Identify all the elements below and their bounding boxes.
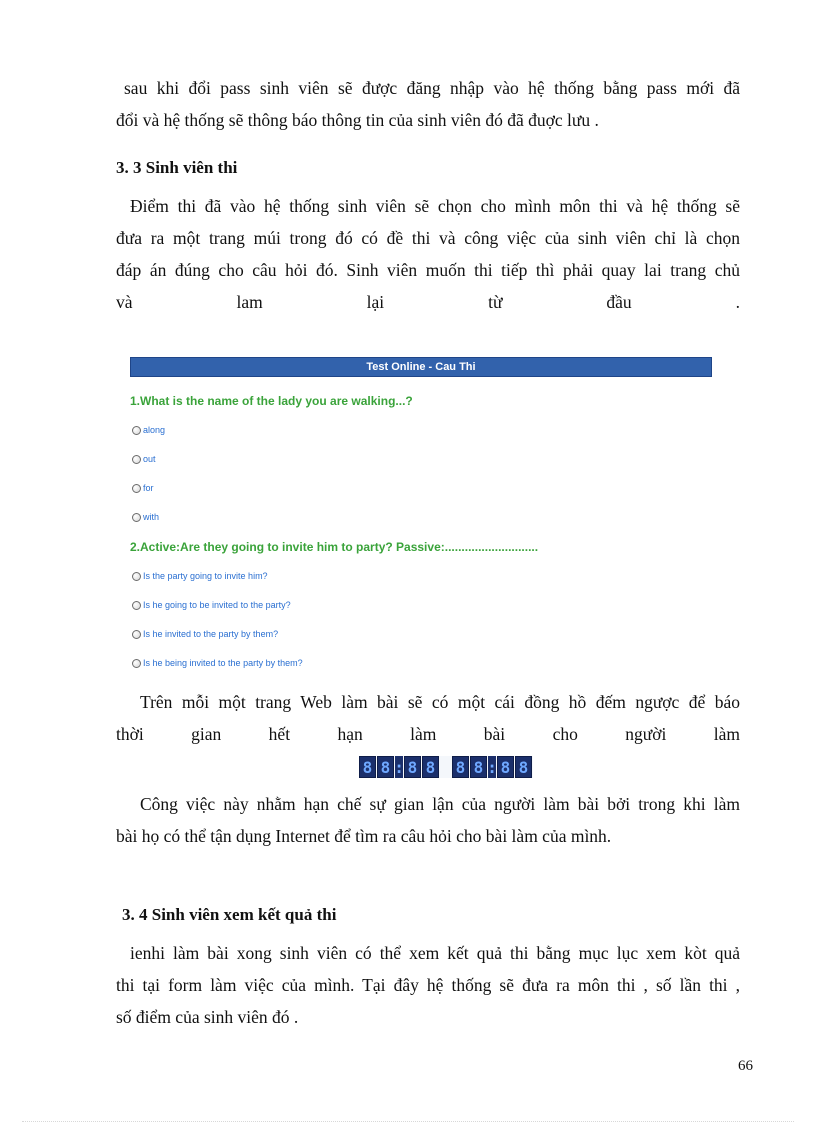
answer-option-label: out: [143, 454, 156, 464]
answer-option-label: Is he being invited to the party by them?: [143, 658, 303, 668]
answer-option-label: for: [143, 483, 154, 493]
section-heading-3-4: 3. 4 Sinh viên xem kết quả thi: [122, 905, 337, 924]
question-1: 1.What is the name of the lady you are walking...?: [130, 394, 413, 408]
answer-option-label: along: [143, 425, 166, 435]
paragraph-line: thời gian hết hạn làm bài cho người làm: [116, 724, 740, 744]
paragraph-line: Trên mỗi một trang Web làm bài sẽ có một cái đồng hồ đếm ngược để báo: [140, 692, 740, 712]
answer-option-label: Is he going to be invited to the party?: [143, 600, 291, 610]
answer-option[interactable]: [132, 629, 278, 639]
paragraph-line: Công việc này nhằm hạn chế sự gian lận của người làm bài bởi trong khi làm: [140, 794, 740, 814]
countdown-digit: 8: [497, 756, 514, 778]
test-title-bar: Test Online - Cau Thi: [130, 357, 712, 377]
paragraph-line: ienhi làm bài xong sinh viên có thể xem kết quả thi bằng mục lục xem kòt quả: [130, 943, 740, 963]
answer-option[interactable]: [132, 571, 268, 581]
radio-icon[interactable]: [132, 426, 141, 435]
countdown-colon: :: [394, 757, 404, 777]
radio-icon[interactable]: [132, 601, 141, 610]
countdown-digit: 8: [359, 756, 376, 778]
section-heading-3-3: 3. 3 Sinh viên thi: [116, 158, 238, 177]
answer-option-label: Is he invited to the party by them?: [143, 629, 279, 639]
paragraph-line: đưa ra một trang múi trong đó có đề thi và công việc của sinh viên chỉ là chọn: [116, 228, 740, 248]
countdown-digit: 8: [422, 756, 439, 778]
paragraph-line: sau khi đổi pass sinh viên sẽ được đăng nhập vào hệ thống bằng pass mới đã: [124, 78, 740, 98]
paragraph-line: đổi và hệ thống sẽ thông báo thông tin của sinh viên đó đã đuợc lưu .: [116, 110, 599, 130]
question-2: 2.Active:Are they going to invite him to party? Passive:............................: [130, 540, 539, 554]
answer-option[interactable]: [132, 483, 154, 493]
radio-icon[interactable]: [132, 455, 141, 464]
radio-icon[interactable]: [132, 659, 141, 668]
paragraph-line: và lam lại từ đầu .: [116, 292, 740, 312]
paragraph-line: số điểm của sinh viên đó .: [116, 1007, 299, 1027]
answer-option[interactable]: [132, 512, 159, 522]
radio-icon[interactable]: [132, 513, 141, 522]
radio-icon[interactable]: [132, 572, 141, 581]
countdown-timer: [359, 756, 533, 778]
countdown-colon: :: [487, 757, 497, 777]
radio-icon[interactable]: [132, 630, 141, 639]
countdown-digit: 8: [515, 756, 532, 778]
radio-icon[interactable]: [132, 484, 141, 493]
answer-option-label: Is the party going to invite him?: [143, 571, 268, 581]
answer-option[interactable]: [132, 454, 156, 464]
countdown-digit: 8: [377, 756, 394, 778]
paragraph-line: Điểm thi đã vào hệ thống sinh viên sẽ chọn cho mình môn thi và hệ thống sẽ: [130, 196, 740, 216]
countdown-digit: 8: [404, 756, 421, 778]
test-online-screenshot: [130, 357, 712, 675]
page-number: 66: [738, 1058, 753, 1074]
paragraph-line: thi tại form làm việc của mình. Tại đây hệ thống sẽ đưa ra môn thi , số lần thi ,: [116, 975, 740, 995]
answer-option[interactable]: [132, 600, 291, 610]
paragraph-line: đáp án đúng cho câu hỏi đó. Sinh viên muốn thi tiếp thì phải quay lai trang chủ: [116, 260, 740, 280]
answer-option[interactable]: [132, 425, 165, 435]
answer-option-label: with: [143, 512, 160, 522]
paragraph-line: bài họ có thể tận dụng Internet để tìm ra câu hỏi cho bài làm của mình.: [116, 826, 612, 846]
countdown-digit: 8: [470, 756, 487, 778]
page-bottom-divider: [22, 1121, 794, 1122]
countdown-digit: 8: [452, 756, 469, 778]
answer-option[interactable]: [132, 658, 303, 668]
